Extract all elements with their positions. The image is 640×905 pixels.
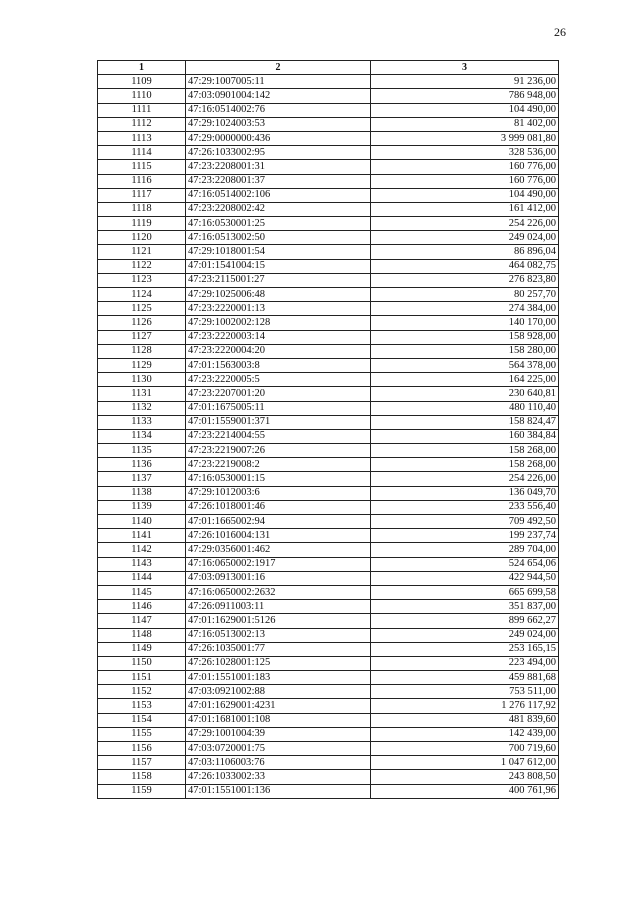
- row-number: 1111: [98, 103, 186, 117]
- table-row: [98, 727, 559, 741]
- table-row: [98, 656, 559, 670]
- table-row: [98, 444, 559, 458]
- cadastral-number: 47:03:0720001:75: [186, 742, 371, 756]
- table-row: [98, 472, 559, 486]
- cadastral-number: 47:01:1551001:136: [186, 784, 371, 798]
- table-row: [98, 557, 559, 571]
- column-header-1: 1: [98, 61, 186, 75]
- cadastral-value: 328 536,00: [371, 146, 559, 160]
- cadastral-value: 140 170,00: [371, 316, 559, 330]
- table-row: [98, 160, 559, 174]
- cadastral-number: 47:29:1007005:11: [186, 75, 371, 89]
- table-row: [98, 188, 559, 202]
- cadastral-value: 481 839,60: [371, 713, 559, 727]
- table-row: [98, 358, 559, 372]
- cadastral-number: 47:29:1012003:6: [186, 486, 371, 500]
- cadastral-number: 47:26:1016004:131: [186, 529, 371, 543]
- row-number: 1135: [98, 444, 186, 458]
- table-row: [98, 543, 559, 557]
- cadastral-number: 47:03:0901004:142: [186, 89, 371, 103]
- cadastral-number: 47:23:2208001:31: [186, 160, 371, 174]
- row-number: 1139: [98, 500, 186, 514]
- cadastral-number: 47:29:1018001:54: [186, 245, 371, 259]
- cadastral-value: 700 719,60: [371, 742, 559, 756]
- table-row: [98, 75, 559, 89]
- cadastral-value: 164 225,00: [371, 373, 559, 387]
- cadastral-value: 400 761,96: [371, 784, 559, 798]
- cadastral-number: 47:23:2220001:13: [186, 302, 371, 316]
- table-row: [98, 486, 559, 500]
- row-number: 1150: [98, 656, 186, 670]
- row-number: 1118: [98, 202, 186, 216]
- table-row: [98, 756, 559, 770]
- cadastral-number: 47:23:2208001:37: [186, 174, 371, 188]
- cadastral-number: 47:01:1541004:15: [186, 259, 371, 273]
- row-number: 1141: [98, 529, 186, 543]
- row-number: 1146: [98, 600, 186, 614]
- table-row: [98, 217, 559, 231]
- cadastral-number: 47:16:0650002:1917: [186, 557, 371, 571]
- cadastral-number: 47:23:2219007:26: [186, 444, 371, 458]
- row-number: 1125: [98, 302, 186, 316]
- table-row: [98, 146, 559, 160]
- row-number: 1138: [98, 486, 186, 500]
- cadastral-value: 104 490,00: [371, 188, 559, 202]
- row-number: 1109: [98, 75, 186, 89]
- row-number: 1116: [98, 174, 186, 188]
- cadastral-number: 47:01:1559001:371: [186, 415, 371, 429]
- cadastral-value: 254 226,00: [371, 472, 559, 486]
- row-number: 1132: [98, 401, 186, 415]
- cadastral-value: 136 049,70: [371, 486, 559, 500]
- cadastral-value: 899 662,27: [371, 614, 559, 628]
- cadastral-value: 249 024,00: [371, 628, 559, 642]
- table-row: [98, 713, 559, 727]
- header-row: [98, 61, 559, 75]
- cadastral-value: 254 226,00: [371, 217, 559, 231]
- row-number: 1142: [98, 543, 186, 557]
- row-number: 1151: [98, 671, 186, 685]
- cadastral-value: 158 268,00: [371, 458, 559, 472]
- table-row: [98, 529, 559, 543]
- table-row: [98, 628, 559, 642]
- row-number: 1153: [98, 699, 186, 713]
- table-row: [98, 259, 559, 273]
- table-header: [98, 61, 559, 75]
- row-number: 1140: [98, 515, 186, 529]
- row-number: 1159: [98, 784, 186, 798]
- cadastral-value: 709 492,50: [371, 515, 559, 529]
- row-number: 1122: [98, 259, 186, 273]
- cadastral-value: 104 490,00: [371, 103, 559, 117]
- row-number: 1155: [98, 727, 186, 741]
- page-number: 26: [554, 25, 566, 39]
- cadastral-value: 223 494,00: [371, 656, 559, 670]
- cadastral-number: 47:26:1018001:46: [186, 500, 371, 514]
- row-number: 1130: [98, 373, 186, 387]
- cadastral-number: 47:03:0921002:88: [186, 685, 371, 699]
- cadastral-number: 47:26:1035001:77: [186, 642, 371, 656]
- cadastral-number: 47:01:1681001:108: [186, 713, 371, 727]
- table-row: [98, 89, 559, 103]
- cadastral-value: 351 837,00: [371, 600, 559, 614]
- cadastral-number: 47:16:0514002:76: [186, 103, 371, 117]
- cadastral-number: 47:23:2214004:55: [186, 429, 371, 443]
- row-number: 1120: [98, 231, 186, 245]
- cadastral-number: 47:01:1551001:183: [186, 671, 371, 685]
- cadastral-number: 47:29:0356001:462: [186, 543, 371, 557]
- table-row: [98, 245, 559, 259]
- row-number: 1127: [98, 330, 186, 344]
- cadastral-value: 253 165,15: [371, 642, 559, 656]
- cadastral-number: 47:23:2220005:5: [186, 373, 371, 387]
- cadastral-number: 47:23:2207001:20: [186, 387, 371, 401]
- cadastral-value: 786 948,00: [371, 89, 559, 103]
- cadastral-value: 249 024,00: [371, 231, 559, 245]
- cadastral-value: 3 999 081,80: [371, 131, 559, 145]
- cadastral-value: 158 280,00: [371, 344, 559, 358]
- cadastral-value: 665 699,58: [371, 585, 559, 599]
- table-row: [98, 202, 559, 216]
- row-number: 1114: [98, 146, 186, 160]
- cadastral-number: 47:16:0530001:25: [186, 217, 371, 231]
- table-row: [98, 571, 559, 585]
- row-number: 1123: [98, 273, 186, 287]
- cadastral-value: 80 257,70: [371, 288, 559, 302]
- column-header-3: 3: [371, 61, 559, 75]
- cadastral-value: 160 384,84: [371, 429, 559, 443]
- row-number: 1117: [98, 188, 186, 202]
- cadastral-number: 47:26:1028001:125: [186, 656, 371, 670]
- cadastral-value: 86 896,04: [371, 245, 559, 259]
- cadastral-number: 47:26:1033002:33: [186, 770, 371, 784]
- table-body: [98, 75, 559, 799]
- cadastral-number: 47:03:1106003:76: [186, 756, 371, 770]
- table-row: [98, 415, 559, 429]
- cadastral-number: 47:01:1675005:11: [186, 401, 371, 415]
- row-number: 1134: [98, 429, 186, 443]
- cadastral-number: 47:01:1629001:5126: [186, 614, 371, 628]
- row-number: 1154: [98, 713, 186, 727]
- cadastral-value: 274 384,00: [371, 302, 559, 316]
- cadastral-value: 233 556,40: [371, 500, 559, 514]
- row-number: 1148: [98, 628, 186, 642]
- cadastral-number: 47:23:2115001:27: [186, 273, 371, 287]
- cadastral-value: 160 776,00: [371, 160, 559, 174]
- table-row: [98, 288, 559, 302]
- row-number: 1113: [98, 131, 186, 145]
- row-number: 1129: [98, 358, 186, 372]
- table-row: [98, 515, 559, 529]
- table-row: [98, 387, 559, 401]
- cadastral-number: 47:23:2219008:2: [186, 458, 371, 472]
- table-row: [98, 401, 559, 415]
- row-number: 1128: [98, 344, 186, 358]
- table-row: [98, 273, 559, 287]
- row-number: 1121: [98, 245, 186, 259]
- table-row: [98, 344, 559, 358]
- row-number: 1133: [98, 415, 186, 429]
- cadastral-number: 47:23:2220004:20: [186, 344, 371, 358]
- cadastral-value: 160 776,00: [371, 174, 559, 188]
- cadastral-value: 158 824,47: [371, 415, 559, 429]
- cadastral-number: 47:16:0530001:15: [186, 472, 371, 486]
- cadastral-value: 199 237,74: [371, 529, 559, 543]
- cadastral-number: 47:23:2208002:42: [186, 202, 371, 216]
- row-number: 1152: [98, 685, 186, 699]
- table-row: [98, 500, 559, 514]
- cadastral-number: 47:16:0650002:2632: [186, 585, 371, 599]
- row-number: 1126: [98, 316, 186, 330]
- table-row: [98, 614, 559, 628]
- cadastral-value-table: [97, 60, 559, 799]
- table-row: [98, 103, 559, 117]
- cadastral-value: 1 276 117,92: [371, 699, 559, 713]
- cadastral-number: 47:29:1024003:53: [186, 117, 371, 131]
- cadastral-value: 480 110,40: [371, 401, 559, 415]
- table-row: [98, 742, 559, 756]
- cadastral-value: 422 944,50: [371, 571, 559, 585]
- table-row: [98, 458, 559, 472]
- cadastral-number: 47:29:0000000:436: [186, 131, 371, 145]
- row-number: 1157: [98, 756, 186, 770]
- row-number: 1119: [98, 217, 186, 231]
- cadastral-number: 47:16:0513002:50: [186, 231, 371, 245]
- cadastral-number: 47:16:0514002:106: [186, 188, 371, 202]
- table-row: [98, 302, 559, 316]
- row-number: 1110: [98, 89, 186, 103]
- table-row: [98, 330, 559, 344]
- table-row: [98, 685, 559, 699]
- row-number: 1144: [98, 571, 186, 585]
- table-row: [98, 600, 559, 614]
- cadastral-number: 47:29:1001004:39: [186, 727, 371, 741]
- cadastral-value: 91 236,00: [371, 75, 559, 89]
- cadastral-value: 161 412,00: [371, 202, 559, 216]
- row-number: 1143: [98, 557, 186, 571]
- row-number: 1156: [98, 742, 186, 756]
- table-row: [98, 231, 559, 245]
- table-row: [98, 699, 559, 713]
- cadastral-number: 47:26:1033002:95: [186, 146, 371, 160]
- cadastral-value: 564 378,00: [371, 358, 559, 372]
- row-number: 1136: [98, 458, 186, 472]
- table-row: [98, 770, 559, 784]
- row-number: 1149: [98, 642, 186, 656]
- row-number: 1112: [98, 117, 186, 131]
- row-number: 1145: [98, 585, 186, 599]
- table-row: [98, 117, 559, 131]
- table-row: [98, 131, 559, 145]
- cadastral-value: 289 704,00: [371, 543, 559, 557]
- table-row: [98, 585, 559, 599]
- cadastral-value: 142 439,00: [371, 727, 559, 741]
- table-row: [98, 642, 559, 656]
- cadastral-number: 47:29:1025006:48: [186, 288, 371, 302]
- cadastral-value: 158 268,00: [371, 444, 559, 458]
- table-row: [98, 784, 559, 798]
- row-number: 1137: [98, 472, 186, 486]
- cadastral-value: 753 511,00: [371, 685, 559, 699]
- row-number: 1124: [98, 288, 186, 302]
- cadastral-value: 464 082,75: [371, 259, 559, 273]
- table-row: [98, 174, 559, 188]
- cadastral-value: 276 823,80: [371, 273, 559, 287]
- row-number: 1131: [98, 387, 186, 401]
- table-row: [98, 429, 559, 443]
- table-row: [98, 316, 559, 330]
- row-number: 1115: [98, 160, 186, 174]
- column-header-2: 2: [186, 61, 371, 75]
- cadastral-number: 47:01:1629001:4231: [186, 699, 371, 713]
- cadastral-number: 47:01:1563003:8: [186, 358, 371, 372]
- cadastral-number: 47:01:1665002:94: [186, 515, 371, 529]
- cadastral-value: 524 654,06: [371, 557, 559, 571]
- cadastral-value: 1 047 612,00: [371, 756, 559, 770]
- row-number: 1147: [98, 614, 186, 628]
- cadastral-number: 47:03:0913001:16: [186, 571, 371, 585]
- cadastral-number: 47:23:2220003:14: [186, 330, 371, 344]
- cadastral-number: 47:29:1002002:128: [186, 316, 371, 330]
- cadastral-value: 230 640,81: [371, 387, 559, 401]
- cadastral-number: 47:16:0513002:13: [186, 628, 371, 642]
- cadastral-value: 158 928,00: [371, 330, 559, 344]
- cadastral-number: 47:26:0911003:11: [186, 600, 371, 614]
- cadastral-value: 459 881,68: [371, 671, 559, 685]
- table-row: [98, 373, 559, 387]
- row-number: 1158: [98, 770, 186, 784]
- table-row: [98, 671, 559, 685]
- cadastral-value: 243 808,50: [371, 770, 559, 784]
- cadastral-value: 81 402,00: [371, 117, 559, 131]
